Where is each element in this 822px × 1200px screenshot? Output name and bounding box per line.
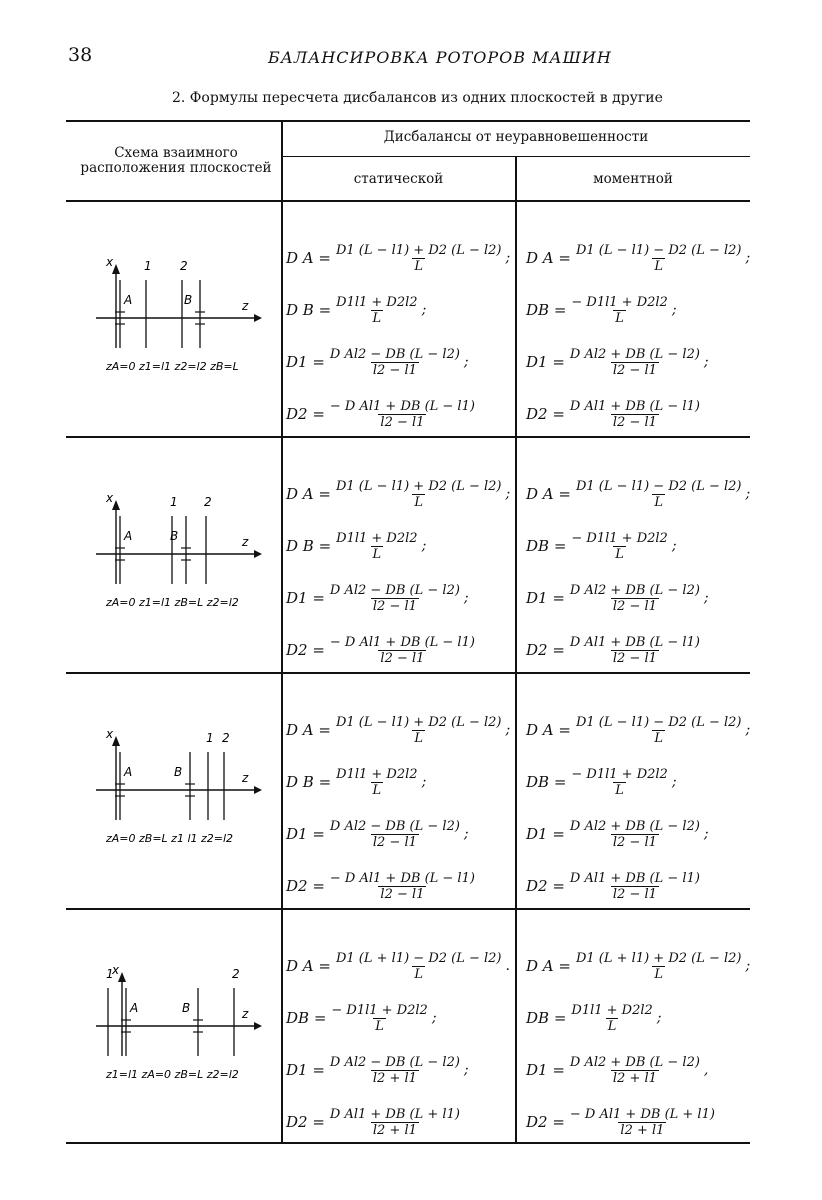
formula-lhs: D1 =	[526, 353, 565, 371]
plane-2-label: 2	[180, 259, 188, 273]
axis-z-label: z	[242, 1007, 249, 1021]
static-formulas	[286, 704, 522, 912]
fraction-numerator: D1l1 + D2l2	[336, 530, 418, 546]
fraction-denominator: l2 + l1	[372, 1122, 417, 1138]
z-axis-arrow	[254, 314, 262, 322]
fraction-numerator: − D Al1 + DB (L + l1)	[569, 1106, 715, 1122]
header-static: статической	[353, 171, 444, 187]
fraction	[569, 295, 669, 326]
formula	[526, 1096, 762, 1148]
formula-punctuation: ;	[505, 486, 511, 502]
plane-b-label: B	[170, 529, 179, 543]
fraction	[334, 243, 504, 274]
fraction-denominator: l2 − l1	[612, 362, 657, 378]
z-axis-arrow	[254, 1022, 262, 1030]
fraction-numerator: D Al2 + DB (L − l2)	[569, 346, 700, 362]
fraction-denominator: L	[414, 966, 424, 982]
axis-x-label: x	[106, 491, 114, 505]
fraction	[568, 635, 702, 666]
plane-b-label: B	[184, 293, 193, 307]
x-axis-arrow	[112, 736, 120, 746]
fraction-numerator: D Al2 + DB (L − l2)	[569, 818, 700, 834]
plane-positions-label: z1=l1 zA=0 zB=L z2=l2	[106, 1068, 239, 1081]
fraction-numerator: D Al1 + DB (L − l1)	[569, 398, 700, 414]
fraction-numerator: D Al2 − DB (L − l2)	[329, 582, 460, 598]
plane-1-label: 1	[170, 495, 178, 509]
fraction	[568, 871, 702, 902]
static-formulas	[286, 468, 522, 676]
fraction-numerator: D1 (L − l1) + D2 (L − l2)	[335, 714, 502, 730]
fraction-numerator: D Al1 + DB (L − l1)	[569, 634, 700, 650]
formula-lhs: D A =	[286, 485, 331, 503]
schema-diagram	[66, 910, 280, 1146]
z-axis-arrow	[254, 786, 262, 794]
plane-a-label: A	[124, 293, 133, 307]
formula-lhs: DB =	[526, 537, 567, 555]
formula-lhs: D2 =	[286, 641, 325, 659]
fraction	[328, 583, 462, 614]
formula	[526, 624, 762, 676]
formula-lhs: D2 =	[526, 405, 565, 423]
plane-a-label: A	[130, 1001, 139, 1015]
fraction-numerator: D Al1 + DB (L − l1)	[569, 870, 700, 886]
table-top-rule	[66, 120, 750, 122]
x-axis-arrow	[112, 500, 120, 510]
formula-punctuation: ;	[421, 302, 427, 318]
plane-diagram	[66, 438, 280, 670]
formula-punctuation: ;	[703, 354, 709, 370]
formula-punctuation: ;	[671, 538, 677, 554]
table-row	[66, 202, 750, 434]
formula	[286, 624, 522, 676]
table-caption: 2. Формулы пересчета дисбалансов из одних плоскостей в другие	[172, 90, 663, 106]
plane-b-label: B	[182, 1001, 191, 1015]
fraction	[568, 819, 702, 850]
fraction	[568, 583, 702, 614]
fraction-numerator: − D Al1 + DB (L − l1)	[329, 870, 475, 886]
formula	[526, 468, 762, 520]
formula-punctuation: ,	[703, 1062, 709, 1078]
fraction-denominator: l2 − l1	[372, 834, 417, 850]
formula-punctuation: ;	[431, 1010, 437, 1026]
header-schema: Схема взаимного расположения плоскостей	[80, 145, 272, 176]
schema-diagram	[66, 202, 280, 438]
formula	[526, 388, 762, 440]
fraction-numerator: D1l1 + D2l2	[336, 294, 418, 310]
moment-formulas	[526, 232, 762, 440]
fraction-denominator: l2 + l1	[612, 1070, 657, 1086]
fraction	[328, 819, 462, 850]
formula-punctuation: ;	[703, 826, 709, 842]
formula-punctuation: ;	[463, 590, 469, 606]
formula-punctuation: ;	[671, 302, 677, 318]
fraction-denominator: l2 − l1	[380, 650, 425, 666]
formula	[286, 1096, 522, 1148]
formula	[286, 808, 522, 860]
formula	[526, 572, 762, 624]
fraction	[328, 871, 477, 902]
plane-2-label: 2	[222, 731, 230, 745]
formula-lhs: D A =	[526, 957, 571, 975]
formula	[526, 860, 762, 912]
formula-lhs: D2 =	[286, 877, 325, 895]
formula	[526, 232, 762, 284]
fraction-numerator: D1 (L − l1) − D2 (L − l2)	[575, 714, 742, 730]
table-row	[66, 438, 750, 670]
formula-punctuation: ;	[745, 958, 751, 974]
formula	[286, 468, 522, 520]
fraction-denominator: L	[372, 782, 382, 798]
fraction-denominator: L	[414, 258, 424, 274]
fraction	[569, 767, 669, 798]
fraction-numerator: D1 (L − l1) + D2 (L − l2)	[335, 242, 502, 258]
fraction-denominator: L	[615, 782, 624, 798]
formula-lhs: D A =	[526, 249, 571, 267]
fraction	[574, 243, 744, 274]
formula-punctuation: ;	[505, 250, 511, 266]
fraction	[328, 1055, 462, 1086]
fraction	[574, 479, 744, 510]
fraction-denominator: L	[414, 494, 424, 510]
formula-punctuation: ;	[745, 250, 751, 266]
fraction-numerator: D Al2 + DB (L − l2)	[569, 1054, 700, 1070]
fraction-denominator: l2 − l1	[612, 414, 657, 430]
fraction	[568, 347, 702, 378]
formula-lhs: D1 =	[526, 1061, 565, 1079]
formula-punctuation: ;	[703, 590, 709, 606]
formula-lhs: D B =	[286, 301, 332, 319]
plane-1-label: 1	[144, 259, 152, 273]
fraction	[329, 1003, 429, 1034]
plane-1-label: 1	[206, 731, 214, 745]
formula	[286, 860, 522, 912]
static-formulas	[286, 232, 522, 440]
formula-lhs: D2 =	[526, 877, 565, 895]
fraction	[334, 767, 419, 798]
running-head: БАЛАНСИРОВКА РОТОРОВ МАШИН	[268, 48, 612, 67]
fraction-numerator: D1 (L + l1) − D2 (L − l2)	[335, 950, 502, 966]
formula	[286, 992, 522, 1044]
formula-lhs: D B =	[286, 537, 332, 555]
formula-lhs: D2 =	[286, 1113, 325, 1131]
fraction-numerator: D Al2 − DB (L − l2)	[329, 818, 460, 834]
fraction-denominator: l2 − l1	[612, 650, 657, 666]
formula-lhs: DB =	[526, 773, 567, 791]
fraction-numerator: − D Al1 + DB (L − l1)	[329, 634, 475, 650]
formula	[286, 704, 522, 756]
formula	[526, 336, 762, 388]
fraction	[334, 531, 419, 562]
fraction	[334, 479, 504, 510]
fraction-denominator: L	[654, 258, 664, 274]
fraction	[328, 635, 477, 666]
formula-lhs: D1 =	[286, 353, 325, 371]
formula-punctuation: ;	[671, 774, 677, 790]
moment-formulas	[526, 468, 762, 676]
plane-2-label: 2	[204, 495, 212, 509]
fraction	[328, 1107, 462, 1138]
fraction	[569, 531, 669, 562]
axis-x-label: x	[112, 963, 120, 977]
formula	[526, 520, 762, 572]
plane-b-label: B	[174, 765, 183, 779]
formula-lhs: DB =	[286, 1009, 327, 1027]
fraction-denominator: L	[615, 310, 624, 326]
formula	[526, 808, 762, 860]
formula-punctuation: .	[505, 958, 510, 974]
page-number: 38	[68, 44, 93, 66]
axis-z-label: z	[242, 535, 249, 549]
fraction-denominator: L	[375, 1018, 384, 1034]
static-formulas	[286, 940, 522, 1148]
fraction-denominator: L	[372, 546, 382, 562]
fraction	[334, 295, 419, 326]
formula	[286, 572, 522, 624]
z-axis-arrow	[254, 550, 262, 558]
fraction-denominator: L	[607, 1018, 617, 1034]
formula-lhs: D1 =	[286, 825, 325, 843]
fraction	[328, 399, 477, 430]
formula-lhs: DB =	[526, 301, 567, 319]
header-group: Дисбалансы от неуравновешенности	[383, 129, 649, 145]
fraction	[574, 951, 744, 982]
formula-punctuation: ;	[505, 722, 511, 738]
fraction	[568, 1107, 717, 1138]
fraction-numerator: − D1l1 + D2l2	[331, 1002, 428, 1018]
formula-punctuation: ;	[463, 354, 469, 370]
formula-lhs: D2 =	[526, 1113, 565, 1131]
x-axis-arrow	[112, 264, 120, 274]
fraction-numerator: D1l1 + D2l2	[336, 766, 418, 782]
formula-lhs: D2 =	[286, 405, 325, 423]
plane-positions-label: zA=0 zB=L z1 l1 z2=l2	[106, 832, 234, 845]
fraction-denominator: L	[654, 494, 664, 510]
formula	[526, 1044, 762, 1096]
plane-2-label: 2	[232, 967, 240, 981]
formula	[526, 940, 762, 992]
formula-lhs: D A =	[286, 957, 331, 975]
formula-lhs: D A =	[526, 485, 571, 503]
fraction-numerator: − D1l1 + D2l2	[571, 530, 668, 546]
fraction-numerator: − D1l1 + D2l2	[571, 294, 668, 310]
fraction	[328, 347, 462, 378]
fraction	[568, 399, 702, 430]
formula	[526, 704, 762, 756]
fraction-numerator: − D1l1 + D2l2	[571, 766, 668, 782]
formula	[286, 336, 522, 388]
schema-diagram	[66, 674, 280, 910]
formula-lhs: D2 =	[526, 641, 565, 659]
fraction	[569, 1003, 654, 1034]
fraction	[334, 951, 504, 982]
formula-lhs: DB =	[526, 1009, 567, 1027]
fraction-denominator: l2 − l1	[612, 834, 657, 850]
formula-punctuation: ;	[745, 722, 751, 738]
fraction-numerator: D Al2 − DB (L − l2)	[329, 1054, 460, 1070]
fraction-numerator: D1 (L + l1) + D2 (L − l2)	[575, 950, 742, 966]
formula	[286, 284, 522, 336]
formula	[286, 756, 522, 808]
fraction-numerator: D Al1 + DB (L + l1)	[329, 1106, 460, 1122]
fraction-numerator: D Al2 − DB (L − l2)	[329, 346, 460, 362]
fraction-denominator: L	[654, 966, 664, 982]
fraction-denominator: L	[414, 730, 424, 746]
axis-x-label: x	[106, 727, 114, 741]
axis-z-label: z	[242, 299, 249, 313]
formula-lhs: D1 =	[526, 589, 565, 607]
formula-lhs: D1 =	[286, 1061, 325, 1079]
formula	[286, 1044, 522, 1096]
fraction-denominator: L	[615, 546, 624, 562]
formula-punctuation: ;	[463, 1062, 469, 1078]
fraction-numerator: D Al2 + DB (L − l2)	[569, 582, 700, 598]
formula-punctuation: ;	[421, 774, 427, 790]
formula-punctuation: ;	[745, 486, 751, 502]
fraction-denominator: l2 − l1	[380, 414, 425, 430]
fraction-denominator: l2 − l1	[612, 598, 657, 614]
fraction-denominator: l2 − l1	[612, 886, 657, 902]
plane-1-label: 1	[106, 967, 114, 981]
table-row	[66, 910, 750, 1142]
formula	[286, 388, 522, 440]
fraction-denominator: l2 + l1	[620, 1122, 665, 1138]
fraction-numerator: − D Al1 + DB (L − l1)	[329, 398, 475, 414]
plane-diagram	[66, 910, 280, 1142]
plane-positions-label: zA=0 z1=l1 zB=L z2=l2	[106, 596, 239, 609]
formula-punctuation: ;	[421, 538, 427, 554]
fraction-denominator: l2 − l1	[372, 362, 417, 378]
formula-punctuation: ;	[656, 1010, 662, 1026]
formula-lhs: D A =	[286, 249, 331, 267]
fraction-numerator: D1 (L − l1) + D2 (L − l2)	[335, 478, 502, 494]
fraction-numerator: D1l1 + D2l2	[571, 1002, 653, 1018]
axis-z-label: z	[242, 771, 249, 785]
fraction-denominator: l2 − l1	[372, 598, 417, 614]
formula-punctuation: ;	[463, 826, 469, 842]
plane-a-label: A	[124, 765, 133, 779]
plane-a-label: A	[124, 529, 133, 543]
x-axis-arrow	[118, 972, 126, 982]
formula-lhs: D1 =	[286, 589, 325, 607]
fraction-denominator: L	[654, 730, 664, 746]
plane-positions-label: zA=0 z1=l1 z2=l2 zB=L	[106, 360, 239, 373]
fraction-numerator: D1 (L − l1) − D2 (L − l2)	[575, 478, 742, 494]
formula	[526, 992, 762, 1044]
fraction	[334, 715, 504, 746]
fraction-denominator: L	[372, 310, 382, 326]
schema-diagram	[66, 438, 280, 674]
moment-formulas	[526, 704, 762, 912]
formula	[286, 232, 522, 284]
fraction	[568, 1055, 702, 1086]
fraction-denominator: l2 + l1	[372, 1070, 417, 1086]
fraction	[574, 715, 744, 746]
formula-lhs: D B =	[286, 773, 332, 791]
formula-lhs: D A =	[526, 721, 571, 739]
moment-formulas	[526, 940, 762, 1148]
fraction-numerator: D1 (L − l1) − D2 (L − l2)	[575, 242, 742, 258]
formula-lhs: D1 =	[526, 825, 565, 843]
formula-lhs: D A =	[286, 721, 331, 739]
table-row	[66, 674, 750, 906]
axis-x-label: x	[106, 255, 114, 269]
plane-diagram	[66, 674, 280, 906]
header-moment: моментной	[593, 171, 673, 187]
plane-diagram	[66, 202, 280, 434]
fraction-denominator: l2 − l1	[380, 886, 425, 902]
formula	[286, 940, 522, 992]
formula	[526, 756, 762, 808]
formula	[286, 520, 522, 572]
formula	[526, 284, 762, 336]
